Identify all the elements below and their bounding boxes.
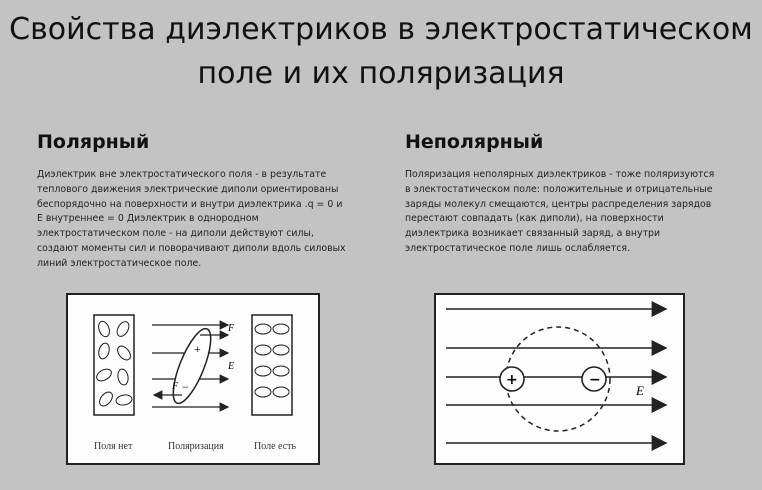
polar-description xyxy=(37,168,377,272)
caption-field: Поле есть xyxy=(254,441,297,452)
field-E-label: E xyxy=(636,383,644,398)
random-dipoles xyxy=(95,320,133,409)
text-line: Диэлектрик вне электростатического поля - в результате xyxy=(37,169,327,180)
force-top-label: F xyxy=(228,323,235,334)
text-line: беспорядочно на поверхности и внутри диэлектрика .q = 0 и xyxy=(37,198,343,210)
dielectric-slab-field xyxy=(252,315,292,415)
caption-polarization: Поляризация xyxy=(168,441,224,452)
slide-title xyxy=(0,8,762,96)
dipole-plus-label: + xyxy=(194,342,201,356)
field-lines xyxy=(446,309,666,443)
polar-dielectric-figure xyxy=(66,293,320,465)
polar-heading: Полярный xyxy=(37,131,150,153)
text-line: перестают совпадать (как диполи), на поверхности xyxy=(405,213,664,225)
text-line: создают моменты сил и поворачивают диполи вдоль силовых xyxy=(37,242,346,254)
text-line: Поляризация неполярных диэлектриков - тоже поляризуются xyxy=(405,169,715,180)
text-line: диэлектрика возникает связанный заряд, а внутри xyxy=(405,228,661,240)
text-line: электростатическом поле - на диполи действуют силы, xyxy=(37,228,314,240)
polar-diagram xyxy=(68,295,318,463)
text-line: электростатическое поле лишь ослабляется. xyxy=(405,242,631,254)
slide-title-line-2: поле и их поляризация xyxy=(197,56,565,91)
text-line: E внутреннее = 0 Диэлектрик в однородном xyxy=(37,213,259,225)
dipole-minus-label: − xyxy=(182,380,189,394)
text-line: линий электростатическое поле. xyxy=(37,257,202,269)
nonpolar-diagram xyxy=(436,295,683,463)
plus-label: + xyxy=(506,372,518,388)
force-bottom-label: F xyxy=(172,381,179,392)
minus-label: − xyxy=(589,372,601,388)
field-E-label: E xyxy=(228,361,235,372)
text-line: в электостатическом поле: положительные и отрицательные xyxy=(405,183,713,195)
text-line: заряды молекул смещаются, центры распределения зарядов xyxy=(405,198,712,210)
nonpolar-dielectric-figure xyxy=(434,293,685,465)
aligned-dipoles xyxy=(255,324,289,397)
nonpolar-heading: Неполярный xyxy=(405,131,544,153)
nonpolar-description xyxy=(405,168,750,257)
slide-title-line-1: Свойства диэлектриков в электростатическом xyxy=(9,12,753,47)
caption-no-field: Поля нет xyxy=(94,441,133,452)
text-line: теплового движения электрические диполи ориентированы xyxy=(37,183,339,195)
